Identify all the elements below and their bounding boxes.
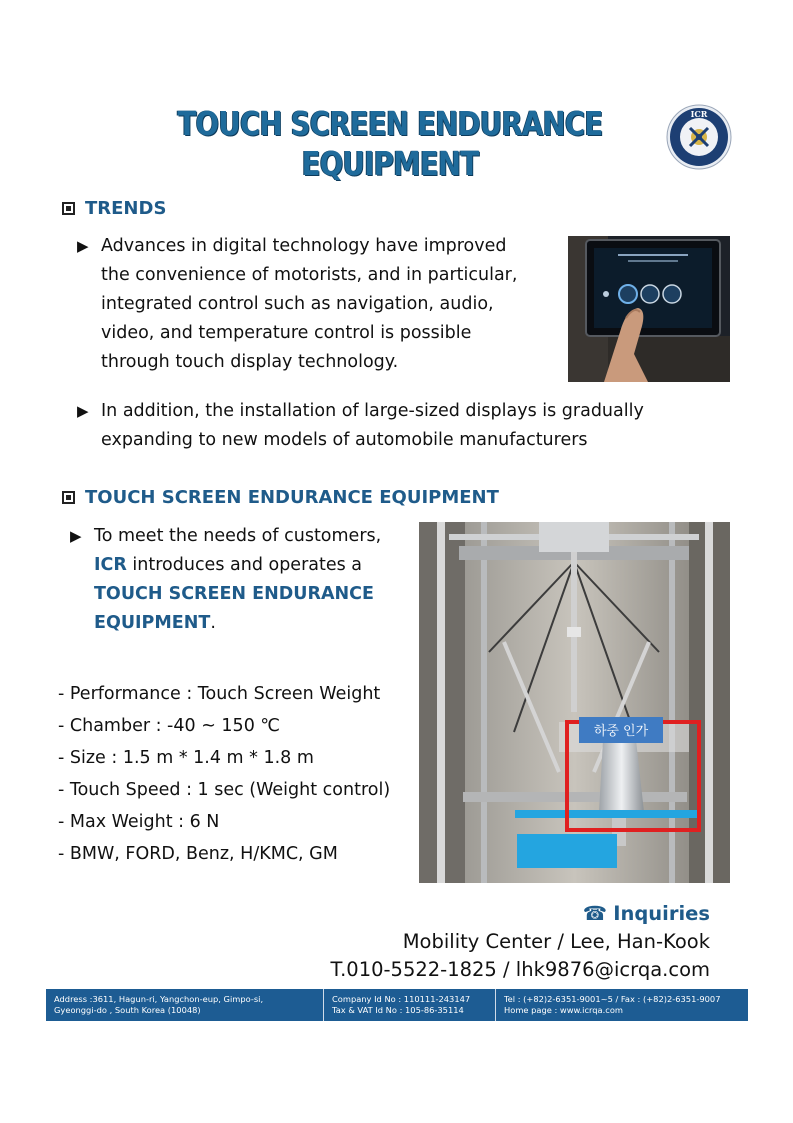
- footer-company-ids: Company Id No : 110111-243147 Tax & VAT Id No : 105-86-35114: [324, 989, 496, 1021]
- equipment-heading: TOUCH SCREEN ENDURANCE EQUIPMENT: [62, 487, 499, 508]
- footer-address: Address :3611, Hagun-ri, Yangchon-eup, Gimpo-si, Gyeonggi-do , South Korea (10048): [46, 989, 324, 1021]
- contact-phone-email: T.010-5522-1825 / lhk9876@icrqa.com: [330, 958, 710, 981]
- spec-list: [58, 678, 390, 870]
- spec-item: - Size : 1.5 m * 1.4 m * 1.8 m: [58, 748, 314, 768]
- touchscreen-photo: [568, 236, 730, 382]
- footer-contact: Tel : (+82)2-6351-9001~5 / Fax : (+82)2-6351-9007 Home page : www.icrqa.com: [504, 994, 721, 1015]
- contact-block: [331, 900, 711, 984]
- contact-name: Mobility Center / Lee, Han-Kook: [402, 930, 710, 953]
- load-label: 하중 인가: [593, 724, 649, 739]
- trends-paragraph-2: ▶ In addition, the installation of large-sized displays is gradually expanding to new models of automobile manufacturers: [101, 397, 644, 455]
- icr-highlight: ICR: [94, 555, 127, 575]
- trends-heading: TRENDS: [62, 198, 166, 219]
- phone-icon: ☎: [582, 902, 607, 925]
- spec-item: - Touch Speed : 1 sec (Weight control): [58, 780, 391, 800]
- svg-text:ICR: ICR: [690, 109, 708, 119]
- triangle-bullet-icon: ▶: [77, 237, 89, 255]
- spec-item: - BMW, FORD, Benz, H/KMC, GM: [58, 844, 338, 864]
- title-line-1: TOUCH SCREEN ENDURANCE: [177, 104, 603, 143]
- spec-item: - Performance : Touch Screen Weight: [58, 684, 381, 704]
- spec-item: - Chamber : -40 ~ 150 ℃: [58, 716, 281, 736]
- page-title: [172, 104, 609, 184]
- triangle-bullet-icon: ▶: [70, 527, 82, 545]
- icr-logo: [666, 104, 732, 170]
- spec-item: - Max Weight : 6 N: [58, 812, 220, 832]
- trends-paragraph-1: ▶ Advances in digital technology have improved the convenience of motorists, and in particular, integrated control such as navigation, audio, video, and temperature control is possible through touch display technology.: [101, 232, 517, 377]
- square-bullet-icon: [62, 202, 75, 215]
- inquiries-label: Inquiries: [613, 902, 710, 925]
- title-line-2: EQUIPMENT: [301, 144, 479, 183]
- equipment-photo: [419, 522, 730, 883]
- footer-bar: [46, 989, 748, 1021]
- triangle-bullet-icon: ▶: [77, 402, 89, 420]
- square-bullet-icon: [62, 491, 75, 504]
- equipment-intro: ▶ To meet the needs of customers, ICR introduces and operates a TOUCH SCREEN ENDURANCE EQUIPMENT.: [94, 522, 381, 638]
